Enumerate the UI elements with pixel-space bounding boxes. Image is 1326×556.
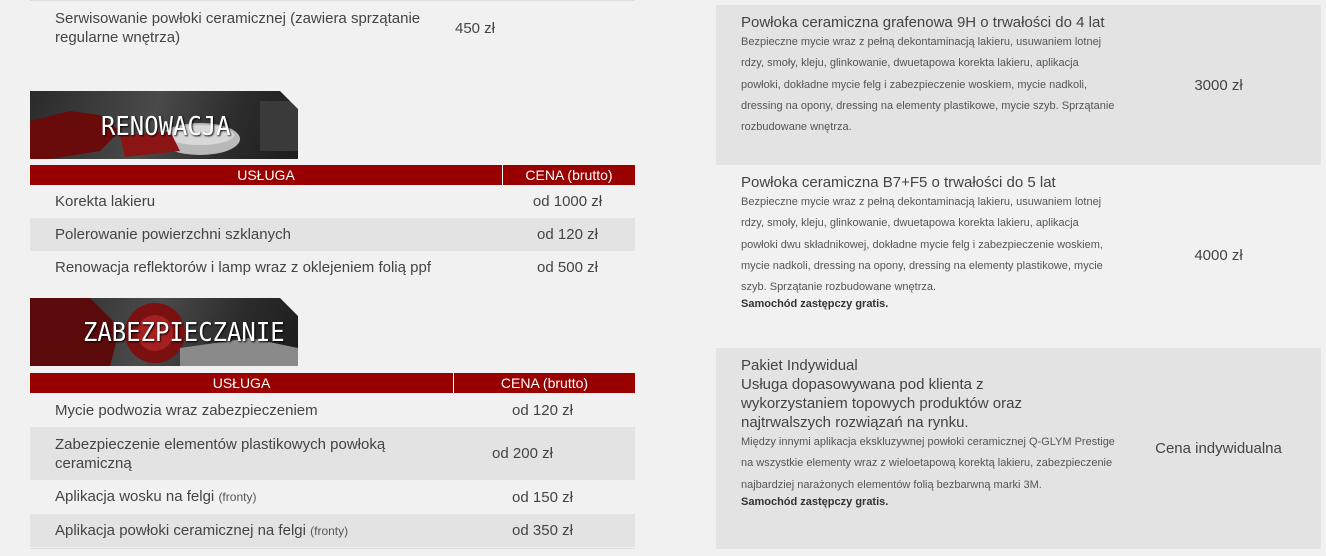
service-price: od 120 zł [537, 226, 598, 243]
package-row [716, 166, 1321, 345]
table-header [30, 373, 635, 393]
package-description: Bezpieczne mycie wraz z pełną dekontaminacją lakieru, usuwaniem lotnej rdzy, smoły, kleju, glinkowanie, dwuetapowa korekta lakieru, aplikacja powłoki dwu składnikowej, dokładne mycie felg i zabezpieczenie woskiem, mycie nadkoli, dressing na opony, dressing na elementy plastikowe, mycie szyb. Sprzątanie rozbudowane wnętrza. [741, 196, 1103, 294]
table-row [30, 251, 635, 284]
service-name-text: Aplikacja powłoki ceramicznej na felgi [55, 521, 306, 539]
service-note: (fronty) [218, 490, 257, 504]
table-row [30, 393, 635, 427]
service-price: od 120 zł [512, 401, 573, 419]
section-title: RENOWACJA [101, 112, 231, 142]
table-header [30, 165, 635, 185]
table-row [30, 185, 635, 218]
service-name [30, 521, 460, 541]
service-name [30, 487, 460, 507]
service-name: Polerowanie powierzchni szklanych [55, 226, 291, 243]
package-subtitle: Usługa dopasowywana pod klienta z wykorzystaniem topowych produktów oraz najtrwalszych rozwiązań na rynku. [741, 376, 1022, 431]
section-banner-renowacja [30, 91, 298, 159]
package-description-cell [716, 166, 1116, 345]
table-row [30, 218, 635, 251]
service-price: od 1000 zł [532, 193, 603, 210]
column-header-service: USŁUGA [30, 165, 503, 185]
table-row [30, 0, 635, 56]
package-description: Bezpieczne mycie wraz z pełną dekontaminacją lakieru, usuwaniem lotnej rdzy, smoły, kleju, glinkowanie, dwuetapowa korekta lakieru, aplikacja powłoki, dokładne mycie felg i zabezpieczenie woskiem, mycie nadkoli, dressing na opony, dressing na elementy plastikowe, mycie szyb. Sprzątanie rozbudowane wnętrza. [741, 36, 1115, 134]
column-header-price: CENA (brutto) [525, 167, 613, 183]
column-header-service: USŁUGA [30, 373, 454, 393]
service-price: 450 zł [454, 19, 496, 37]
service-name: Serwisowanie powłoki ceramicznej (zawiera sprzątanie regularne wnętrza) [55, 10, 421, 46]
package-description: Między innymi aplikacja ekskluzywnej powłoki ceramicznej Q-GLYM Prestige na wszystkie elementy wraz z wieloetapową korektą lakieru, zabezpieczenie najbardziej narażonych elementów folią bezbarwną marki 3M. [741, 436, 1115, 491]
section-title: ZABEZPIECZANIE [83, 318, 285, 348]
service-name-text: Aplikacja wosku na felgi [55, 488, 215, 505]
package-row [716, 348, 1321, 549]
section-banner-zabezpieczanie [30, 298, 298, 366]
service-price: od 500 zł [537, 259, 598, 276]
package-description-cell [716, 5, 1116, 165]
package-bonus: Samochód zastępczy gratis. [741, 495, 889, 508]
package-bonus: Samochód zastępczy gratis. [741, 298, 889, 311]
package-title: Pakiet Indywidual [741, 357, 858, 374]
table-row [30, 480, 635, 514]
service-name: Renowacja reflektorów i lamp wraz z oklejeniem folią ppf [55, 259, 431, 276]
service-price: od 350 zł [512, 522, 573, 539]
service-price: od 200 zł [492, 445, 553, 462]
service-price: od 150 zł [512, 488, 573, 506]
column-header-price: CENA (brutto) [500, 375, 589, 391]
service-note: (fronty) [310, 523, 349, 538]
service-name: Zabezpieczenie elementów plastikowych powłoką ceramiczną [55, 435, 386, 472]
table-row [30, 427, 635, 480]
package-title: Powłoka ceramiczna B7+F5 o trwałości do 5 lat [741, 174, 1056, 191]
service-name: Korekta lakieru [55, 193, 156, 210]
package-title: Powłoka ceramiczna grafenowa 9H o trwałości do 4 lat [741, 14, 1105, 31]
package-price: 4000 zł [1194, 247, 1243, 264]
service-name: Mycie podwozia wraz zabezpieczeniem [55, 401, 318, 419]
package-description-cell [716, 348, 1116, 549]
package-row [716, 5, 1321, 165]
package-price: Cena indywidualna [1155, 440, 1282, 457]
table-row [30, 514, 635, 547]
package-price: 3000 zł [1194, 76, 1243, 94]
